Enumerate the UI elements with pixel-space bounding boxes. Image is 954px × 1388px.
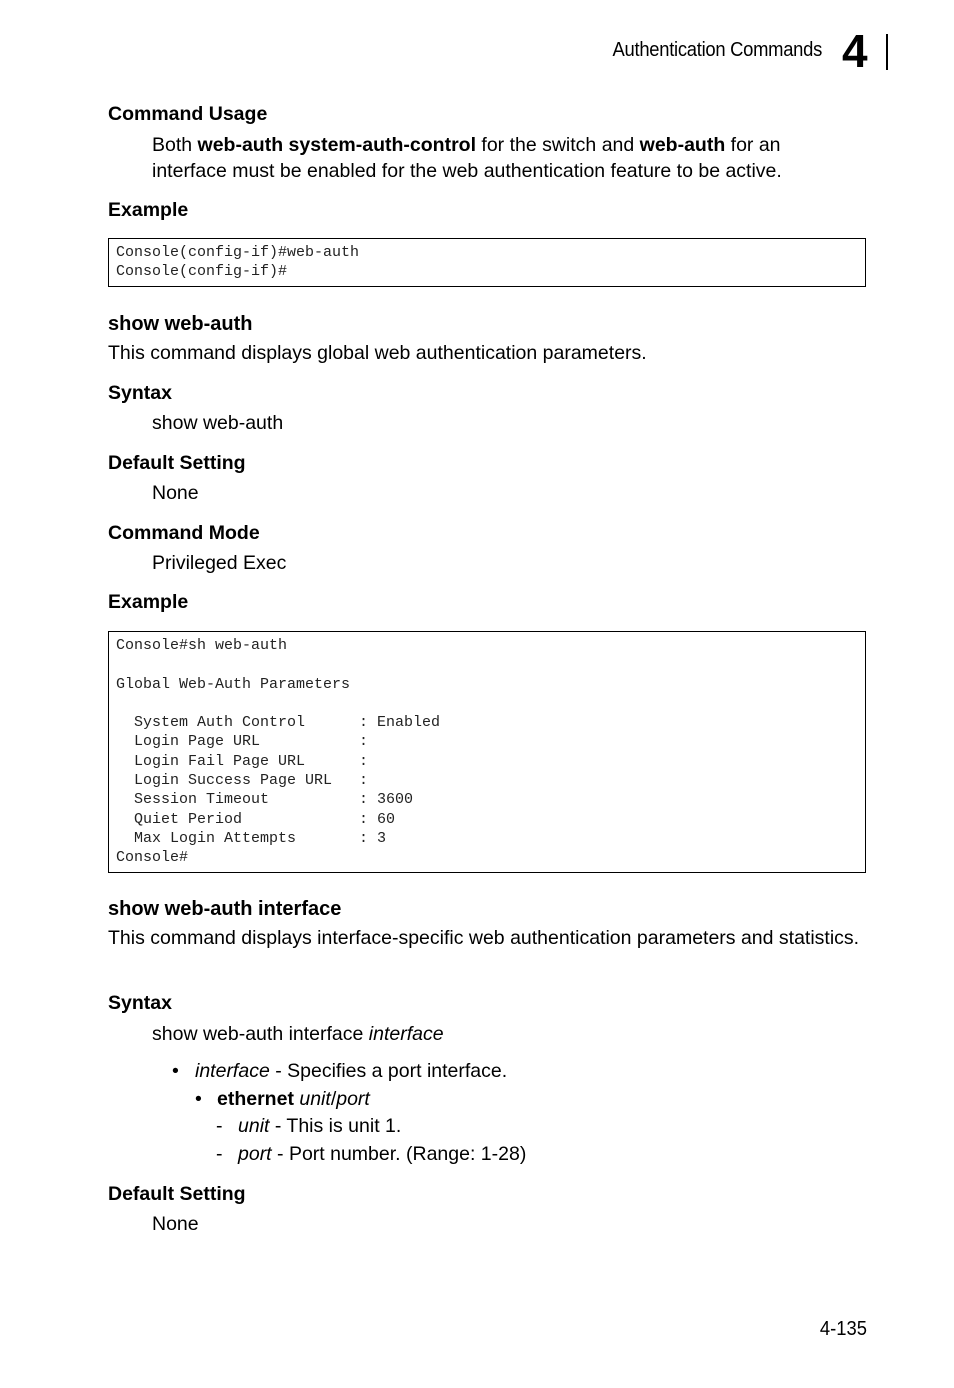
command-usage-heading: Command Usage [108, 103, 268, 125]
default-setting-text-2: None [152, 1213, 199, 1235]
default-setting-text-1: None [152, 482, 199, 504]
dash-unit: unit - This is unit 1. [238, 1115, 402, 1137]
show-web-auth-interface-title: show web-auth interface [108, 898, 342, 920]
dash-port: port - Port number. (Range: 1-28) [238, 1143, 527, 1165]
show-web-auth-interface-description: This command displays interface-specific web authentication parameters and statistics. [108, 927, 860, 949]
running-header-title: Authentication Commands [612, 39, 822, 61]
syntax-heading-1: Syntax [108, 382, 172, 404]
command-mode-heading: Command Mode [108, 522, 260, 544]
syntax-heading-2: Syntax [108, 992, 172, 1014]
chapter-rule [886, 34, 888, 70]
example-heading-2: Example [108, 591, 189, 613]
dash-marker: - [216, 1143, 223, 1165]
command-usage-text: Both web-auth system-auth-control for the switch and web-auth for an interface must be enabled for the web authentication feature to be active. [152, 134, 782, 182]
page-number: 4-135 [819, 1318, 867, 1340]
bullet-marker: • [172, 1060, 179, 1082]
example-code-2: Console#sh web-auth Global Web-Auth Parameters System Auth Control : Enabled Login Page URL : Login Fail Page URL : Login Success Page URL : Session Timeout : 3600 Quiet Period : 60 Max Login Attempts : 3 Console# [108, 631, 866, 873]
show-web-auth-title: show web-auth [108, 313, 253, 335]
example-heading-1: Example [108, 199, 189, 221]
default-setting-heading-1: Default Setting [108, 452, 246, 474]
example-code-1: Console(config-if)#web-auth Console(config-if)# [108, 238, 866, 287]
bullet-interface: interface - Specifies a port interface. [195, 1060, 508, 1082]
syntax-text-1: show web-auth [152, 412, 284, 434]
show-web-auth-description: This command displays global web authentication parameters. [108, 342, 647, 364]
bullet-marker: • [195, 1088, 202, 1110]
chapter-number: 4 [842, 25, 868, 77]
syntax-text-2: show web-auth interface interface [152, 1023, 444, 1045]
bullet-ethernet: ethernet unit/port [217, 1088, 370, 1110]
dash-marker: - [216, 1115, 223, 1137]
default-setting-heading-2: Default Setting [108, 1183, 246, 1205]
command-mode-text: Privileged Exec [152, 552, 287, 574]
